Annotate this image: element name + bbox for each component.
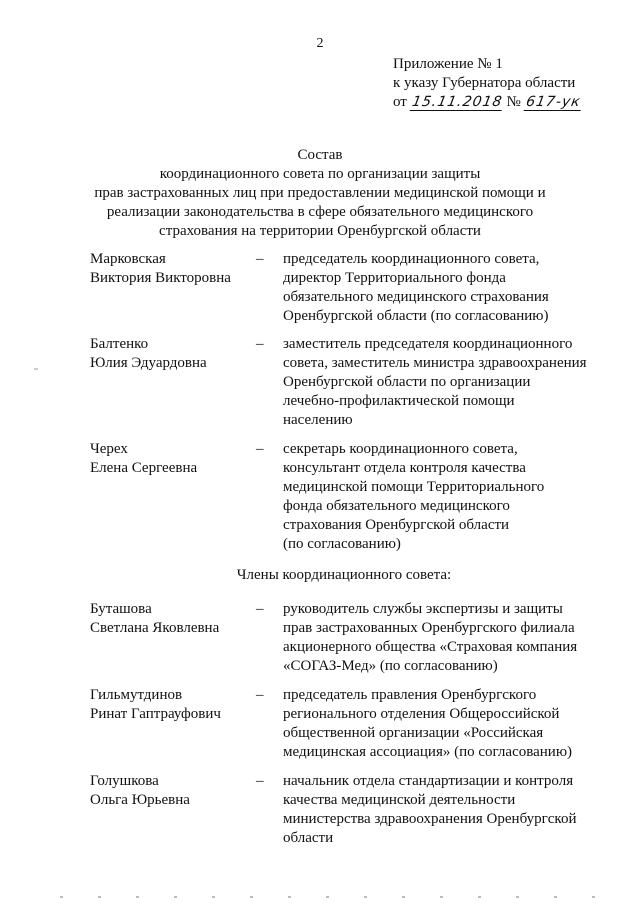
scan-artifact xyxy=(34,368,38,370)
role-line: председатель координационного совета, xyxy=(283,251,540,267)
given-names: Ринат Гаптрауфович xyxy=(90,706,221,722)
role-line: лечебно-профилактической помощи xyxy=(283,393,515,409)
role-line: регионального отделения Общероссийской xyxy=(283,706,560,722)
dash: – xyxy=(256,441,264,457)
surname: Голушкова xyxy=(90,773,159,789)
document-title xyxy=(60,146,580,241)
person-name xyxy=(90,600,260,638)
handwritten-date: 15.11.2018 xyxy=(410,94,504,110)
person-role xyxy=(283,335,593,430)
appendix-header xyxy=(393,55,633,112)
person-role xyxy=(283,686,593,762)
person-name xyxy=(90,250,260,288)
appendix-title: Приложение № 1 xyxy=(393,56,503,72)
role-line: заместитель председателя координационного xyxy=(283,336,573,352)
role-line: председатель правления Оренбургского xyxy=(283,687,537,703)
surname: Черех xyxy=(90,441,128,457)
role-line: общественной организации «Российская xyxy=(283,725,544,741)
number-prefix: № xyxy=(506,94,521,110)
role-line: Оренбургской области по организации xyxy=(283,374,531,390)
role-line: медицинская ассоциация» (по согласованию) xyxy=(283,744,573,760)
role-line: руководитель службы экспертизы и защиты xyxy=(283,601,563,617)
appendix-date-line xyxy=(393,93,633,112)
role-line: области xyxy=(283,830,334,846)
title-line: координационного совета по организации защиты xyxy=(159,166,481,182)
role-line: акционерного общества «Страховая компания xyxy=(283,639,578,655)
surname: Гильмутдинов xyxy=(90,687,183,703)
person-name xyxy=(90,686,260,724)
role-line: секретарь координационного совета, xyxy=(283,441,518,457)
role-line: совета, заместитель министра здравоохранения xyxy=(283,355,587,371)
role-line: качества медицинской деятельности xyxy=(283,792,516,808)
title-line: реализации законодательства в сфере обязательного медицинского xyxy=(106,204,534,220)
person-role xyxy=(283,440,593,554)
surname: Марковская xyxy=(90,251,166,267)
appendix-decree: к указу Губернатора области xyxy=(393,75,576,91)
cut-off-text-artifact xyxy=(60,896,620,898)
title-line: страхования на территории Оренбургской области xyxy=(159,223,481,239)
role-line: консультант отдела контроля качества xyxy=(283,460,526,476)
dash: – xyxy=(256,773,264,789)
person-name xyxy=(90,335,260,373)
role-line: Оренбургской области (по согласованию) xyxy=(283,308,549,324)
date-prefix: от xyxy=(393,94,407,110)
title-heading: Состав xyxy=(297,147,343,163)
given-names: Юлия Эдуардовна xyxy=(90,355,207,371)
dash: – xyxy=(256,336,264,352)
members-heading: Члены координационного совета: xyxy=(236,567,452,583)
given-names: Виктория Викторовна xyxy=(90,270,231,286)
role-line: обязательного медицинского страхования xyxy=(283,289,549,305)
dash: – xyxy=(256,251,264,267)
person-name xyxy=(90,772,260,810)
given-names: Светлана Яковлевна xyxy=(90,620,220,636)
surname: Балтенко xyxy=(90,336,149,352)
handwritten-number: 617-ук xyxy=(524,94,582,110)
surname: Буташова xyxy=(90,601,152,617)
role-line: медицинской помощи Территориального xyxy=(283,479,545,495)
given-names: Елена Сергеевна xyxy=(90,460,198,476)
person-role xyxy=(283,772,593,848)
role-line: начальник отдела стандартизации и контроля xyxy=(283,773,574,789)
role-line: министерства здравоохранения Оренбургской xyxy=(283,811,577,827)
role-line: страхования Оренбургской области xyxy=(283,517,510,533)
role-line: фонда обязательного медицинского xyxy=(283,498,510,514)
role-line: директор Территориального фонда xyxy=(283,270,506,286)
role-line: (по согласованию) xyxy=(283,536,401,552)
person-role xyxy=(283,250,593,326)
dash: – xyxy=(256,687,264,703)
page-number: 2 xyxy=(316,36,324,51)
person-name xyxy=(90,440,260,478)
role-line: населению xyxy=(283,412,353,428)
given-names: Ольга Юрьевна xyxy=(90,792,190,808)
role-line: «СОГАЗ-Мед» (по согласованию) xyxy=(283,658,498,674)
role-line: прав застрахованных Оренбургского филиала xyxy=(283,620,575,636)
dash: – xyxy=(256,601,264,617)
person-role xyxy=(283,600,593,676)
title-line: прав застрахованных лиц при предоставлении медицинской помощи и xyxy=(94,185,546,201)
